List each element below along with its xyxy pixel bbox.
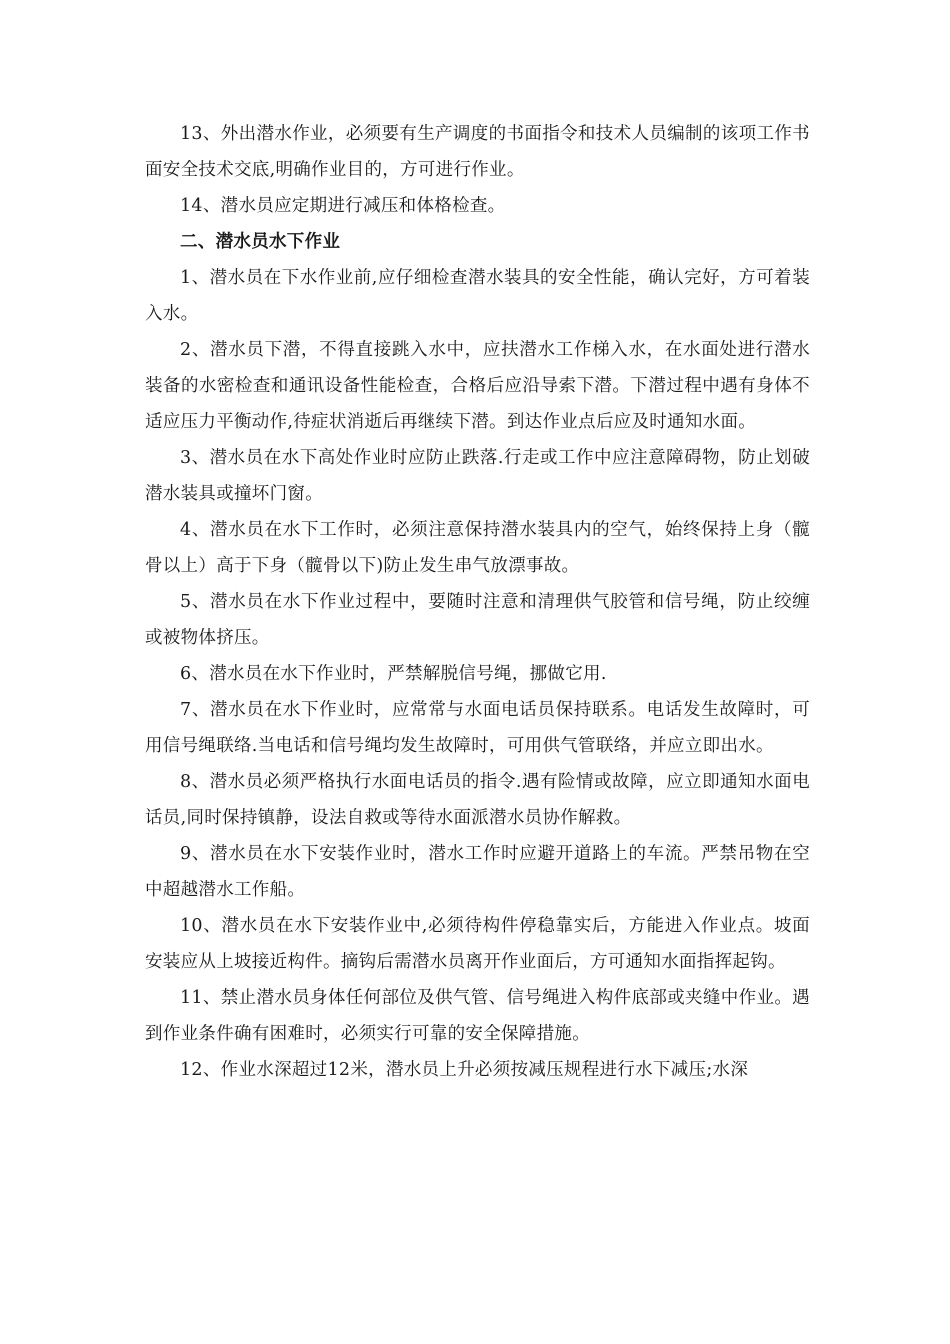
paragraph-11-body-restriction: 11、禁止潜水员身体任何部位及供气管、信号绳进入构件底部或夹缝中作业。遇到作业条件确有困难时，必须实行可靠的安全保障措施。 [145,988,810,1044]
paragraph-3-fall-prevention: 3、潜水员在水下高处作业时应防止跌落.行走或工作中应注意障碍物，防止划破潜水装具或撞坏门窗。 [145,448,810,504]
paragraph-4-air-balance: 4、潜水员在水下工作时，必须注意保持潜水装具内的空气，始终保持上身（髋骨以上）高于下身（髋骨以下)防止发生串气放漂事故。 [145,520,810,576]
section-heading-underwater-work: 二、潜水员水下作业 [180,232,341,252]
paragraph-12-depth-decompression: 12、作业水深超过12米，潜水员上升必须按减压规程进行水下减压;水深 [180,1060,749,1080]
paragraph-5-hose-management: 5、潜水员在水下作业过程中，要随时注意和清理供气胶管和信号绳，防止绞缠或被物体挤压。 [145,592,810,648]
paragraph-8-follow-orders: 8、潜水员必须严格执行水面电话员的指令.遇有险情或故障，应立即通知水面电话员,同时保持镇静，设法自救或等待水面派潜水员协作解救。 [145,772,810,828]
paragraph-14-decompression-check: 14、潜水员应定期进行减压和体格检查。 [180,196,506,216]
paragraph-2-descent: 2、潜水员下潜，不得直接跳入水中，应扶潜水工作梯入水，在水面处进行潜水装备的水密检查和通讯设备性能检查，合格后应沿导索下潜。下潜过程中遇有身体不适应压力平衡动作,待症状消逝后再继续下潜。到达作业点后应及时通知水面。 [145,340,810,432]
paragraph-9-installation-traffic: 9、潜水员在水下安装作业时，潜水工作时应避开道路上的车流。严禁吊物在空中超越潜水工作船。 [145,844,810,900]
paragraph-1-equipment-check: 1、潜水员在下水作业前,应仔细检查潜水装具的安全性能，确认完好，方可着装入水。 [145,268,810,324]
paragraph-6-signal-rope: 6、潜水员在水下作业时，严禁解脱信号绳，挪做它用. [180,664,607,684]
paragraph-7-communication: 7、潜水员在水下作业时，应常常与水面电话员保持联系。电话发生故障时，可用信号绳联络.当电话和信号绳均发生故障时，可用供气管联络，并应立即出水。 [145,700,810,756]
document-page [145,116,810,1088]
paragraph-10-component-install: 10、潜水员在水下安装作业中,必须待构件停稳靠实后，方能进入作业点。坡面安装应从上坡接近构件。摘钩后需潜水员离开作业面后，方可通知水面指挥起钩。 [145,916,810,972]
paragraph-13-field-diving-order: 13、外出潜水作业，必须要有生产调度的书面指令和技术人员编制的该项工作书面安全技术交底,明确作业目的，方可进行作业。 [145,124,810,180]
